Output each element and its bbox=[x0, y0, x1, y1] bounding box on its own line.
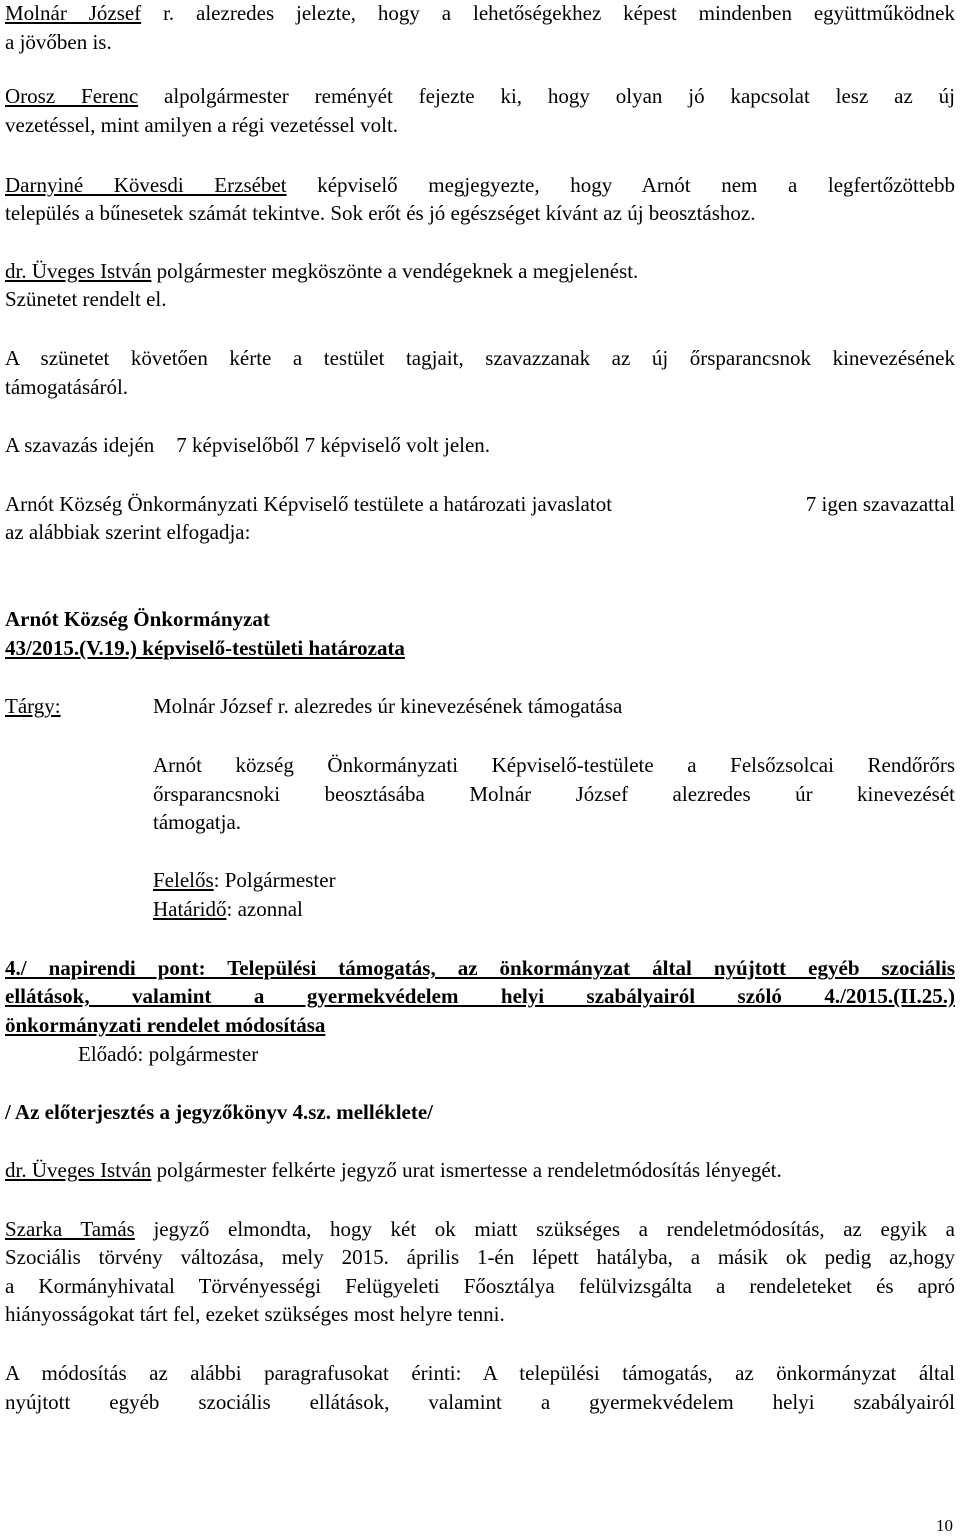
decision-text: Arnót Község Önkormányzati Képviselő testülete a határozati javaslatot bbox=[5, 492, 613, 516]
paragraph-5-line-1: A szünetet követően kérte a testület tagjait, szavazzanak az új őrsparancsnok kinevezésének bbox=[5, 346, 955, 370]
paragraph-8-line-2: nyújtott egyéb szociális ellátások, valamint a gyermekvédelem helyi szabályairól bbox=[5, 1390, 955, 1414]
paragraph-7-line-2: Szociális törvény változása, mely 2015. április 1-én lépett hatályba, a másik ok pedig az,hogy bbox=[5, 1245, 955, 1269]
text: r. alezredes jelezte, hogy a lehetőségekhez képest mindenben együttműködnek bbox=[141, 1, 955, 25]
person-name: Orosz Ferenc bbox=[5, 84, 139, 108]
paragraph-2-line-2: vezetéssel, mint amilyen a régi vezetéssel volt. bbox=[5, 113, 399, 137]
paragraph-7-line-4: hiányosságokat tárt fel, ezeket szükséges most helyre tenni. bbox=[5, 1302, 505, 1326]
agenda-title-line-2: ellátások, valamint a gyermekvédelem helyi szabályairól szóló 4./2015.(II.25.) bbox=[5, 984, 955, 1008]
paragraph-1-line-1 bbox=[5, 0, 955, 27]
deadline bbox=[153, 895, 955, 923]
vote-presence bbox=[5, 431, 955, 459]
decision-votes: 7 igen szavazattal bbox=[805, 492, 955, 516]
resolution-body-line-2: őrsparancsnoki beosztásába Molnár József alezredes úr kinevezését bbox=[153, 782, 955, 806]
person-name: dr. Üveges István bbox=[5, 1158, 152, 1182]
presence-value: 7 képviselőből 7 képviselő volt jelen. bbox=[176, 433, 491, 457]
deadline-value: : azonnal bbox=[226, 897, 303, 921]
text: jegyző elmondta, hogy két ok miatt szükséges a rendeletmódosítás, az egyik a bbox=[134, 1217, 956, 1241]
deadline-label: Határidő bbox=[153, 897, 227, 921]
text: alpolgármester reményét fejezte ki, hogy olyan jó kapcsolat lesz az új bbox=[138, 84, 955, 108]
person-name: dr. Üveges István bbox=[5, 259, 152, 283]
presence-label: A szavazás idején bbox=[5, 433, 155, 457]
resolution-body-line-1: Arnót község Önkormányzati Képviselő-testülete a Felsőzsolcai Rendőrőrs bbox=[153, 753, 955, 777]
responsible bbox=[153, 866, 955, 894]
subject-text: Molnár József r. alezredes úr kinevezésének támogatása bbox=[153, 694, 623, 718]
agenda-presenter: Előadó: polgármester bbox=[78, 1042, 259, 1066]
resolution-title: képviselő-testületi határozata bbox=[137, 636, 405, 660]
text: képviselő megjegyezte, hogy Arnót nem a legfertőzöttebb bbox=[286, 173, 955, 197]
paragraph-8-line-1: A módosítás az alábbi paragrafusokat érinti: A települési támogatás, az önkormányzat által bbox=[5, 1361, 955, 1385]
text: polgármester megköszönte a vendégeknek a megjelenést. bbox=[151, 259, 639, 283]
person-name: Darnyiné Kövesdi Erzsébet bbox=[5, 173, 287, 197]
resolution-number: 43/2015.(V.19.) bbox=[5, 636, 138, 660]
resolution-body-line-3: támogatja. bbox=[153, 810, 242, 834]
person-name: Molnár József bbox=[5, 1, 142, 25]
agenda-title-line-1: 4./ napirendi pont: Települési támogatás, az önkormányzat által nyújtott egyéb szociális bbox=[5, 956, 955, 980]
page-number: 10 bbox=[936, 1516, 953, 1535]
responsible-label: Felelős bbox=[153, 868, 214, 892]
paragraph-4-line-2: Szünetet rendelt el. bbox=[5, 287, 167, 311]
paragraph-6-line-1 bbox=[5, 1156, 955, 1184]
paragraph-7-line-1 bbox=[5, 1215, 955, 1243]
paragraph-2-line-1 bbox=[5, 82, 955, 110]
subject-label-text: Tárgy: bbox=[5, 694, 61, 718]
paragraph-4-line-1 bbox=[5, 257, 955, 285]
paragraph-1-line-2: a jövőben is. bbox=[5, 30, 112, 54]
resolution-org: Arnót Község Önkormányzat bbox=[5, 607, 270, 631]
person-name: Szarka Tamás bbox=[5, 1217, 135, 1241]
text: polgármester felkérte jegyző urat ismertesse a rendeletmódosítás lényegét. bbox=[151, 1158, 782, 1182]
vote-decision-line-1 bbox=[5, 490, 955, 518]
paragraph-5-line-2: támogatásáról. bbox=[5, 375, 129, 399]
resolution-heading bbox=[5, 634, 955, 662]
agenda-title-line-3: önkormányzati rendelet módosítása bbox=[5, 1013, 326, 1037]
subject-label bbox=[5, 692, 61, 720]
agenda-attachment: / Az előterjesztés a jegyzőkönyv 4.sz. melléklete/ bbox=[5, 1100, 434, 1124]
paragraph-7-line-3: a Kormányhivatal Törvényességi Felügyeleti Főosztálya felülvizsgálta a rendeleteket és apró bbox=[5, 1274, 955, 1298]
responsible-value: : Polgármester bbox=[213, 868, 336, 892]
paragraph-3-line-1 bbox=[5, 171, 955, 199]
paragraph-3-line-2: település a bűnesetek számát tekintve. Sok erőt és jó egészséget kívánt az új beosztáshoz. bbox=[5, 201, 756, 225]
vote-decision-line-2: az alábbiak szerint elfogadja: bbox=[5, 520, 251, 544]
